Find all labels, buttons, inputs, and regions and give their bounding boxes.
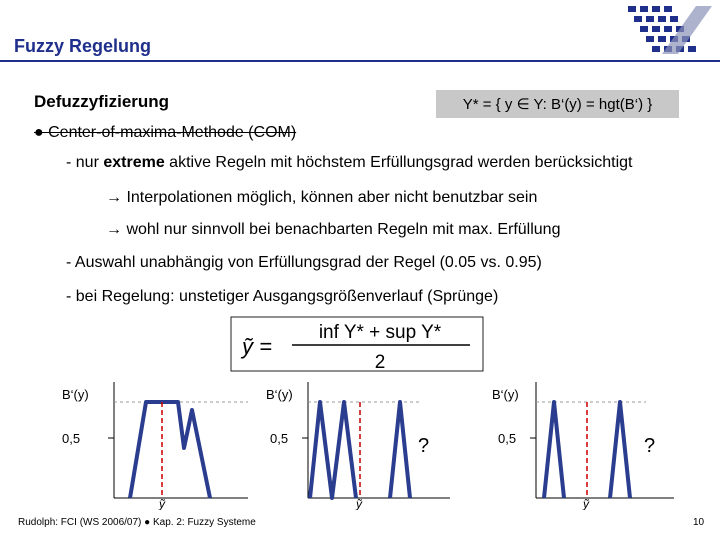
plot-1-xlabel: ỹ bbox=[159, 497, 165, 510]
method-bullet: ● Center-of-maxima-Methode (COM) bbox=[34, 124, 297, 141]
plot-2-membership-left bbox=[310, 402, 356, 498]
set-formula: Y* = { y ∈ Y: B‘(y) = hgt(B‘) } bbox=[462, 96, 653, 113]
plot-3-half-label: 0,5 bbox=[498, 431, 517, 446]
page-title: Fuzzy Regelung bbox=[14, 36, 152, 56]
plot-3-membership-right bbox=[610, 402, 630, 498]
formula-denominator: 2 bbox=[374, 352, 386, 372]
set-formula-box bbox=[436, 90, 679, 118]
plot-2-question-mark: ? bbox=[418, 435, 430, 457]
plot-2-half-label: 0,5 bbox=[270, 431, 289, 446]
formula-numerator: inf Y* + sup Y* bbox=[318, 322, 442, 343]
plot-3-membership-left bbox=[544, 402, 564, 498]
plot-1 bbox=[60, 380, 250, 510]
com-formula bbox=[230, 316, 484, 372]
text-line-extreme bbox=[66, 154, 633, 172]
plot-1-ylabel: B‘(y) bbox=[62, 387, 89, 402]
header-divider bbox=[0, 60, 720, 62]
plot-2-ylabel: B‘(y) bbox=[266, 387, 293, 402]
text-prefix: - nur bbox=[66, 154, 104, 171]
page-number: 10 bbox=[693, 517, 705, 528]
plot-3-question-mark: ? bbox=[644, 435, 656, 457]
plot-1-half-label: 0,5 bbox=[62, 431, 81, 446]
footer-left: Rudolph: FCI (WS 2006/07) ● Kap. 2: Fuzzy Systeme bbox=[18, 517, 256, 528]
plot-2-membership-right bbox=[390, 402, 410, 498]
section-title: Defuzzyfizierung bbox=[34, 92, 170, 111]
formula-lhs: ỹ = bbox=[242, 334, 272, 359]
text-bold-word: extreme bbox=[103, 154, 165, 171]
text-line-control: - bei Regelung: unstetiger Ausgangsgrößenverlauf (Sprünge) bbox=[66, 288, 499, 305]
text-rest: aktive Regeln mit höchstem Erfüllungsgrad werden berücksichtigt bbox=[164, 154, 633, 171]
text-line-interpolation: → Interpolationen möglich, können aber nicht benutzbar sein bbox=[106, 189, 538, 206]
text-line-neighbors: → wohl nur sinnvoll bei benachbarten Regeln mit max. Erfüllung bbox=[106, 221, 561, 238]
plot-3-xlabel: ỹ bbox=[583, 497, 589, 510]
plot-2-xlabel: ỹ bbox=[356, 497, 362, 510]
text-line-selection: - Auswahl unabhängig von Erfüllungsgrad der Regel (0.05 vs. 0.95) bbox=[66, 254, 542, 271]
university-logo-icon bbox=[618, 4, 714, 56]
plot-2 bbox=[262, 380, 452, 510]
plot-3 bbox=[486, 380, 676, 510]
plot-1-membership bbox=[130, 402, 210, 498]
plot-3-ylabel: B‘(y) bbox=[492, 387, 519, 402]
